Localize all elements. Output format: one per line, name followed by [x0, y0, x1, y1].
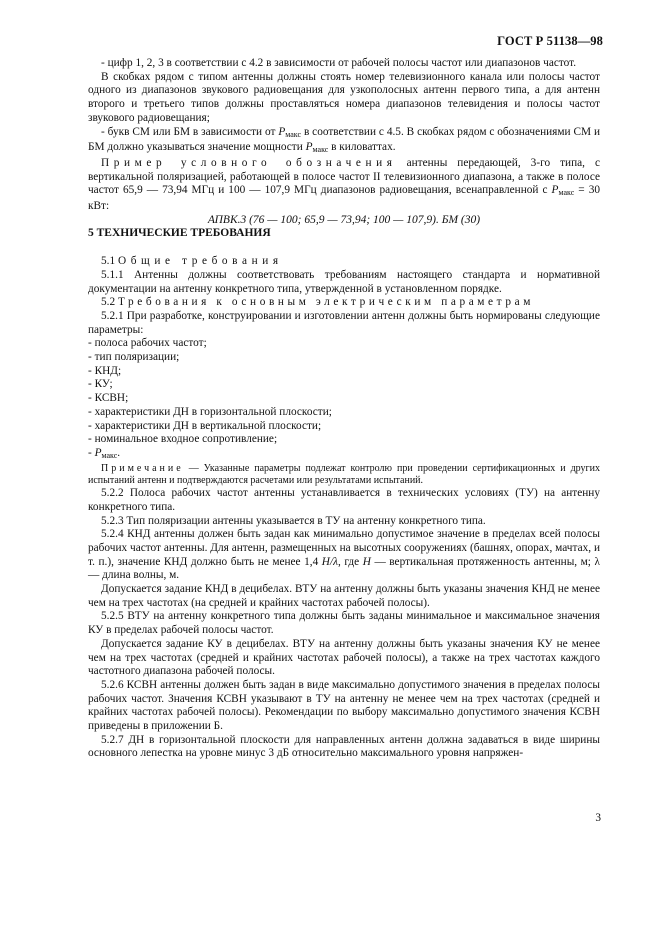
paragraph: 5.2.3 Тип поляризации антенны указывается в ТУ на антенну конкретного типа.	[101, 514, 486, 527]
list-item: - КСВН;	[88, 392, 129, 405]
page-number: 3	[595, 812, 601, 824]
subsection-heading	[88, 255, 600, 269]
document-header: ГОСТ Р 51138—98	[497, 34, 603, 48]
list-item	[88, 447, 600, 463]
list-item: - характеристики ДН в вертикальной плоскости;	[88, 419, 322, 432]
list-item: - номинальное входное сопротивление;	[88, 433, 278, 446]
pmax-symbol: P	[94, 446, 102, 459]
subsection-title: Требования к основным электрическим параметрам	[117, 296, 534, 309]
section-heading: 5 ТЕХНИЧЕСКИЕ ТРЕБОВАНИЯ	[88, 227, 271, 240]
paragraph: 5.2.5 ВТУ на антенну конкретного типа должны быть заданы минимальное и максимальное значения КУ в пределах рабочей полосы частот.	[88, 610, 600, 637]
paragraph: - цифр 1, 2, 3 в соответствии с 4.2 в зависимости от рабочей полосы частот или диапазонов частот.	[101, 57, 577, 69]
list-item: - характеристики ДН в горизонтальной плоскости;	[88, 405, 332, 418]
pmax-symbol: P	[551, 184, 559, 197]
paragraph: 5.2.1 При разработке, конструировании и изготовлении антенн должны быть нормированы следующие параметры:	[88, 309, 600, 336]
text: .	[117, 446, 121, 459]
parameters-list	[88, 337, 600, 462]
list-item: - полоса рабочих частот;	[88, 337, 207, 350]
pmax-subscript: макс	[101, 450, 118, 460]
pmax-symbol: P	[278, 125, 286, 138]
text: — вертикальная протяженность антенны, м; λ — длина волны, м.	[88, 555, 600, 582]
pmax-symbol: P	[305, 141, 313, 154]
subsection-number: 5.1	[101, 255, 118, 268]
note-label: Примечание	[101, 462, 184, 474]
pmax-subscript: макс	[285, 129, 302, 139]
text: антенны передающей, 3-го типа, с вертикальной поляризацией, работающей в полосе частот II телевизионного диапазона, а также в полосе частот 65,9 — 73,94 МГц и 100 — 107,9 МГц диапазонов радиовещания, всенаправленной с	[88, 156, 600, 197]
list-item: - КУ;	[88, 378, 113, 391]
paragraph: 5.1.1 Антенны должны соответствовать требованиям настоящего стандарта и нормативной документации на антенну конкретного типа, утвержденной в установленном порядке.	[88, 268, 600, 295]
paragraph: Допускается задание КНД в децибелах. ВТУ на антенну должны быть указаны значения КНД не менее чем на трех частотах (на средней и крайних частотах рабочей полосы).	[88, 583, 600, 609]
formula-h: H	[362, 555, 371, 568]
text: = 30 кВт:	[88, 184, 600, 213]
subsection-title: Общие требования	[117, 255, 283, 268]
example-paragraph	[88, 157, 600, 214]
paragraph	[88, 126, 600, 157]
text: - букв СМ или БМ в зависимости от	[101, 125, 279, 138]
note	[88, 463, 600, 487]
paragraph: 5.2.2 Полоса рабочих частот антенны устанавливается в технических условиях (ТУ) на антенну конкретного типа.	[88, 487, 600, 513]
paragraph: 5.2.6 КСВН антенны должен быть задан в виде максимально допустимого значения в пределах полосы рабочих частот. Значения КСВН указывают в ТУ на антенну не менее чем на трех частотах (средней и крайних частотах рабочей полосы). Рекомендации по выбору максимально допустимого значения КСВН приведены в приложении Б.	[88, 678, 600, 733]
text: в соответствии с 4.5. В скобках рядом с обозначениями СМ и БМ должно указываться значение мощности	[88, 125, 600, 154]
subsection-number: 5.2	[101, 296, 118, 309]
pmax-subscript: макс	[312, 145, 329, 155]
paragraph: 5.2.7 ДН в горизонтальной плоскости для направленных антенн должна задаваться в виде ширины основного лепестка на уровне минус 3 дБ относительно максимального уровня напряжен-	[88, 733, 600, 760]
text: , где	[337, 555, 363, 568]
formula-ratio: H/λ	[321, 555, 338, 568]
pmax-subscript: макс	[558, 188, 575, 198]
text: -	[88, 446, 95, 459]
example-label: Пример условного обозначения	[101, 156, 397, 169]
paragraph: В скобках рядом с типом антенны должны стоять номер телевизионного канала или полосы частот одного из диапазонов звукового радиовещания для узкополосных антенн первого типа, а для антенн второго и третьего типов должны проставляться номера диапазонов телевидения и полосы частот звукового радиовещания;	[88, 70, 600, 124]
list-item: - КНД;	[88, 364, 122, 377]
paragraph	[88, 528, 600, 583]
note-text: — Указанные параметры подлежат контролю при проведении сертификационных и других испытаний антенн и подтверждаются расчетами или результатами испытаний.	[88, 462, 600, 486]
paragraph: Допускается задание КУ в децибелах. ВТУ на антенну должны быть указаны значения КУ не менее чем на трех частотах (средней и крайних частотах рабочей полосы), а также на трех частотах каждого частотного диапазона рабочей полосы.	[88, 637, 600, 678]
designation-formula: АПВК.3 (76 — 100; 65,9 — 73,94; 100 — 107,9). БМ (30)	[207, 213, 481, 226]
text: в киловаттах.	[328, 141, 396, 154]
list-item: - тип поляризации;	[88, 351, 180, 364]
text: 5.2.4 КНД антенны должен быть задан как минимально допустимое значение в пределах всей полосы рабочих частот антенны. Для антенн, размещенных на высотных сооружениях (башнях, опорах, мачтах, и т. п.), значение КНД должно быть не менее 1,4	[88, 528, 600, 568]
subsection-heading	[88, 296, 600, 310]
document-body	[88, 57, 600, 761]
